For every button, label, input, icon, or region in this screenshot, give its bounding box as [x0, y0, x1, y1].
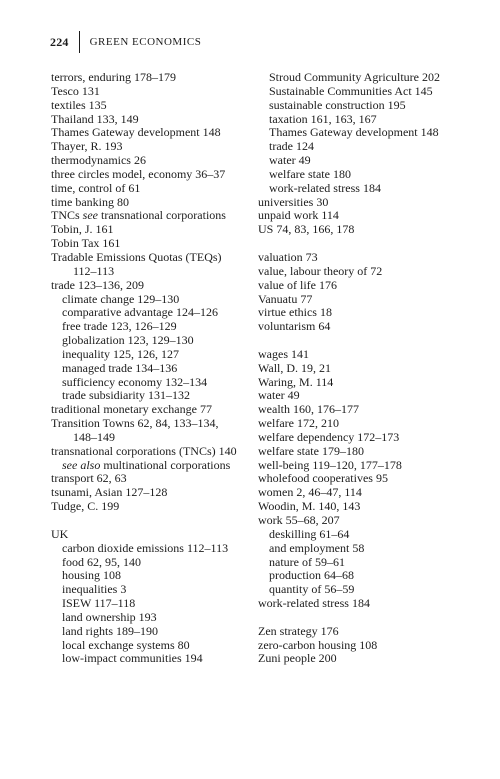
index-subentry	[51, 542, 251, 556]
index-entry	[51, 85, 251, 99]
index-entry-text: transport 62, 63	[51, 471, 127, 486]
index-entry	[258, 639, 473, 653]
index-subentry	[258, 71, 473, 85]
page-number: 224	[50, 34, 69, 49]
index-entry	[258, 223, 473, 237]
index-entry-text: managed trade 134–136	[62, 360, 178, 375]
index-entry-text: Zuni people 200	[258, 651, 337, 666]
index-subentry	[258, 168, 473, 182]
index-entry	[51, 140, 251, 154]
index-entry	[258, 500, 473, 514]
index-entry	[51, 126, 251, 140]
cross-reference-label: see also	[62, 457, 101, 472]
index-entry-text: welfare dependency 172–173	[258, 429, 400, 444]
index-entry-text: sufficiency economy 132–134	[62, 374, 208, 389]
cross-reference-target: multinational corporations	[100, 457, 231, 472]
index-subentry	[258, 182, 473, 196]
index-entry	[51, 500, 251, 514]
index-subentry	[258, 556, 473, 570]
index-entry-text: land ownership 193	[62, 609, 157, 624]
index-entry-text: thermodynamics 26	[51, 153, 146, 168]
index-subentry	[51, 362, 251, 376]
index-entry	[258, 459, 473, 473]
index-entry	[51, 154, 251, 168]
index-entry	[51, 279, 251, 293]
index-entry	[258, 348, 473, 362]
index-entry-text: land rights 189–190	[62, 623, 158, 638]
index-entry-text: housing 108	[62, 568, 122, 583]
index-subentry	[51, 625, 251, 639]
page-header	[50, 31, 201, 53]
index-entry	[51, 196, 251, 210]
index-entry-text: deskilling 61–64	[269, 526, 350, 541]
index-entry	[51, 182, 251, 196]
index-entry-text: local exchange systems 80	[62, 637, 190, 652]
index-subentry	[51, 597, 251, 611]
running-title: GREEN ECONOMICS	[89, 36, 202, 48]
index-subentry	[258, 85, 473, 99]
index-entry-text: Wall, D. 19, 21	[258, 360, 332, 375]
index-entry	[258, 514, 473, 528]
index-subentry	[51, 611, 251, 625]
index-entry-text: unpaid work 114	[258, 208, 339, 223]
index-entry-text: Tobin, J. 161	[51, 222, 114, 237]
header-divider	[79, 31, 80, 53]
index-entry-text: climate change 129–130	[62, 291, 180, 306]
index-subentry	[258, 528, 473, 542]
index-entry	[51, 403, 251, 417]
index-entry-text: TNCs	[51, 208, 83, 223]
index-subentry	[258, 140, 473, 154]
index-entry-text: production 64–68	[269, 568, 354, 583]
index-entry-text: tsunami, Asian 127–128	[51, 485, 168, 500]
index-subentry	[51, 293, 251, 307]
index-entry	[258, 472, 473, 486]
index-entry	[258, 251, 473, 265]
index-entry	[258, 445, 473, 459]
index-entry-text: welfare 172, 210	[258, 416, 339, 431]
index-subentry	[51, 320, 251, 334]
index-entry-text: Waring, M. 114	[258, 374, 334, 389]
index-entry-text: inequality 125, 126, 127	[62, 346, 179, 361]
index-entry	[258, 306, 473, 320]
index-entry-text: Stroud Community Agriculture 202	[269, 70, 440, 84]
index-entry-text: textiles 135	[51, 97, 107, 112]
index-entry-continuation	[51, 431, 251, 445]
index-entry	[258, 597, 473, 611]
index-entry-text: 148–149	[73, 429, 115, 444]
index-entry-text: water 49	[269, 153, 311, 168]
index-subentry	[51, 306, 251, 320]
index-subentry	[51, 583, 251, 597]
index-entry-text: trade subsidiarity 131–132	[62, 388, 190, 403]
index-entry-text: Transition Towns 62, 84, 133–134,	[51, 416, 219, 431]
index-entry	[51, 209, 251, 223]
index-subentry	[258, 583, 473, 597]
index-subentry	[51, 556, 251, 570]
index-entry-text: Zen strategy 176	[258, 623, 339, 638]
index-entry-text: comparative advantage 124–126	[62, 305, 218, 320]
index-entry	[258, 486, 473, 500]
index-entry	[51, 237, 251, 251]
index-entry	[258, 196, 473, 210]
index-entry-text: ISEW 117–118	[62, 596, 136, 611]
index-entry	[258, 279, 473, 293]
index-entry	[51, 251, 251, 265]
index-subentry	[258, 113, 473, 127]
index-subentry	[258, 154, 473, 168]
index-entry	[258, 431, 473, 445]
index-entry-text: zero-carbon housing 108	[258, 637, 378, 652]
index-entry-text: work-related stress 184	[258, 596, 370, 611]
index-entry-text: welfare state 179–180	[258, 443, 364, 458]
index-entry-text: water 49	[258, 388, 300, 403]
index-entry	[258, 293, 473, 307]
index-subentry	[51, 348, 251, 362]
index-entry-text: trade 123–136, 209	[51, 277, 144, 292]
index-entry	[51, 486, 251, 500]
index-entry-text: 112–113	[73, 263, 115, 278]
index-entry-text: value, labour theory of 72	[258, 263, 383, 278]
index-subentry	[258, 542, 473, 556]
index-entry	[258, 376, 473, 390]
index-entry-text: Woodin, M. 140, 143	[258, 499, 361, 514]
index-entry-text: quantity of 56–59	[269, 582, 355, 597]
index-entry-text: value of life 176	[258, 277, 337, 292]
index-entry-text: well-being 119–120, 177–178	[258, 457, 402, 472]
index-entry	[258, 403, 473, 417]
index-entry-text: Thames Gateway development 148	[269, 125, 439, 140]
index-entry-text: sustainable construction 195	[269, 97, 406, 112]
index-entry-text: time, control of 61	[51, 180, 141, 195]
index-entry-text: traditional monetary exchange 77	[51, 402, 212, 417]
index-entry-text: work 55–68, 207	[258, 513, 340, 527]
index-entry	[51, 223, 251, 237]
index-entry-text: nature of 59–61	[269, 554, 345, 569]
index-entry	[51, 99, 251, 113]
index-entry-text: transnational corporations (TNCs) 140	[51, 443, 237, 458]
index-entry-text: trade 124	[269, 139, 314, 154]
index-entry-text: food 62, 95, 140	[62, 554, 141, 569]
index-subentry	[51, 459, 251, 473]
index-subentry	[51, 569, 251, 583]
index-entry	[258, 652, 473, 666]
index-entry-text: welfare state 180	[269, 166, 351, 181]
index-entry-text: Thailand 133, 149	[51, 111, 139, 126]
index-entry	[51, 168, 251, 182]
index-subentry	[51, 639, 251, 653]
index-subentry	[51, 652, 251, 666]
index-entry-text: free trade 123, 126–129	[62, 319, 177, 334]
index-entry	[258, 320, 473, 334]
index-entry-text: three circles model, economy 36–37	[51, 166, 226, 181]
index-column-right	[258, 71, 473, 666]
index-subentry	[258, 99, 473, 113]
index-letter-gap	[258, 237, 473, 251]
index-entry-text: low-impact communities 194	[62, 651, 203, 666]
index-entry-text: women 2, 46–47, 114	[258, 485, 362, 500]
index-entry	[258, 265, 473, 279]
index-entry	[258, 389, 473, 403]
index-entry	[258, 417, 473, 431]
index-entry-text: wages 141	[258, 346, 309, 361]
index-entry	[51, 472, 251, 486]
index-entry-continuation	[51, 265, 251, 279]
index-entry-text: universities 30	[258, 194, 329, 209]
index-entry-text: inequalities 3	[62, 582, 127, 597]
index-subentry	[51, 376, 251, 390]
index-entry	[51, 417, 251, 431]
index-entry-text: wholefood cooperatives 95	[258, 471, 388, 486]
index-entry-text: US 74, 83, 166, 178	[258, 222, 355, 237]
index-entry	[258, 209, 473, 223]
cross-reference-target: transnational corporations	[98, 208, 226, 223]
index-entry-text: Tesco 131	[51, 83, 100, 98]
index-entry-text: Tradable Emissions Quotas (TEQs)	[51, 249, 222, 264]
index-entry-text: and employment 58	[269, 540, 365, 555]
index-entry-text: work-related stress 184	[269, 180, 381, 195]
index-subentry	[258, 569, 473, 583]
index-entry-text: Vanuatu 77	[258, 291, 313, 306]
cross-reference-label: see	[82, 208, 98, 223]
index-letter-gap	[258, 334, 473, 348]
index-entry-text: carbon dioxide emissions 112–113	[62, 540, 229, 555]
index-entry-text: Tudge, C. 199	[51, 499, 120, 514]
index-column-left	[51, 71, 251, 666]
index-entry-text: time banking 80	[51, 194, 129, 209]
index-subentry	[51, 389, 251, 403]
index-entry	[258, 362, 473, 376]
index-entry-text: terrors, enduring 178–179	[51, 70, 176, 84]
index-entry-text: Thayer, R. 193	[51, 139, 123, 154]
index-entry-text: Sustainable Communities Act 145	[269, 83, 433, 98]
index-entry	[258, 625, 473, 639]
index-entry-text: Thames Gateway development 148	[51, 125, 221, 140]
index-entry-text: wealth 160, 176–177	[258, 402, 359, 417]
index-entry	[51, 445, 251, 459]
index-entry-text: virtue ethics 18	[258, 305, 332, 320]
index-entry-text: UK	[51, 526, 69, 541]
index-entry-text: taxation 161, 163, 167	[269, 111, 377, 126]
index-entry	[51, 71, 251, 85]
index-subentry	[51, 334, 251, 348]
index-entry-text: voluntarism 64	[258, 319, 331, 334]
index-subentry	[258, 126, 473, 140]
index-letter-gap	[51, 514, 251, 528]
index-letter-gap	[258, 611, 473, 625]
index-entry	[51, 528, 251, 542]
index-entry-text: Tobin Tax 161	[51, 236, 121, 251]
index-entry-text: globalization 123, 129–130	[62, 333, 194, 348]
index-entry	[51, 113, 251, 127]
index-entry-text: valuation 73	[258, 249, 318, 264]
